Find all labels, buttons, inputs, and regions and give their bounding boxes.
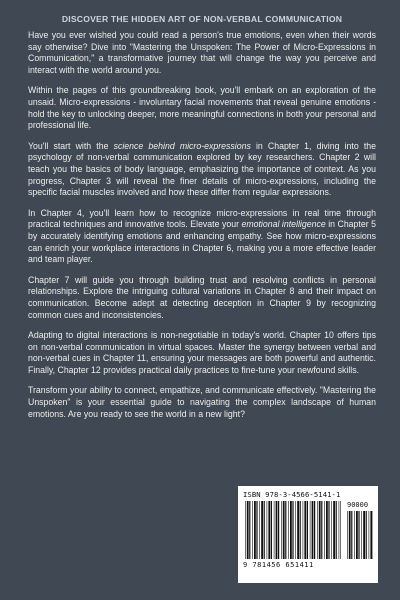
paragraph-text: You'll start with the <box>28 140 114 151</box>
ean-number: 9 781456 651411 <box>243 561 314 569</box>
paragraph-text: Transform your ability to connect, empathize, and communicate effectively. "Mastering the Unspoken" is your essential guide to navigating the complex landscape of human emotions. Are you ready to see the world in a new light? <box>28 385 376 419</box>
addon-barcode-bars <box>347 511 373 559</box>
emphasis-text: science behind micro-expressions <box>113 140 251 151</box>
paragraph-text: in Chapter 1, diving into the psychology of non-verbal communication explored by key researchers. Chapter 2 will teach you the basics of body language, emphasizing the importance of context. As you progress, Chapter 3 will reveal the finer details of micro-expressions, including the specific facial muscles involved and how these differ from regular expressions. <box>28 140 376 198</box>
cover-heading: DISCOVER THE HIDDEN ART OF NON-VERBAL COMMUNICATION <box>61 14 343 24</box>
paragraph-chapters-7-9 <box>28 275 376 322</box>
isbn-label: ISBN 978-3-4566-5141-1 <box>243 490 341 499</box>
paragraph-chapters-10-12 <box>28 330 376 377</box>
paragraph-intro <box>28 30 376 77</box>
barcode <box>243 501 373 571</box>
paragraph-closing <box>28 385 376 420</box>
addon-number: 90000 <box>347 501 369 509</box>
paragraph-text: Chapter 7 will guide you through building trust and resolving conflicts in personal relationships. Explore the intriguing cultural variations in Chapter 8 and their impact on communication. Become adept at detecting deception in Chapter 9 by recognizing common cues and inconsistencies. <box>28 274 376 320</box>
emphasis-text: emotional intelligence <box>241 219 326 230</box>
barcode-box <box>238 486 378 583</box>
paragraph-exploration <box>28 85 376 132</box>
paragraph-text: Adapting to digital interactions is non-negotiable in today's world. Chapter 10 offers tips on non-verbal communication in virtual spaces. Master the synergy between verbal and non-verbal cues in Chapter 11, ensuring your messages are both powerful and authentic. Finally, Chapter 12 provides practical daily practices to fine-tune your newfound skills. <box>28 329 376 376</box>
paragraph-chapters-1-3 <box>28 141 376 200</box>
ean-barcode-bars <box>245 501 341 559</box>
paragraph-text: In Chapter 4, you'll learn how to recognize micro-expressions in real time through practical techniques and innovative tools. Elevate your <box>28 207 376 230</box>
paragraph-text: Within the pages of this groundbreaking book, you'll embark on an exploration of the unsaid. Micro-expressions - involuntary facial movements that reveal genuine emotions - hold the key to unlocking deeper, more meaningful connections in both your personal and professional life. <box>28 85 376 131</box>
paragraph-text: Have you ever wished you could read a person's true emotions, even when their words say otherwise? Dive into "Mastering the Unspoken: The Power of Micro-Expressions in Communication," a transformative journey that will change the way you perceive and interact with the world around you. <box>28 30 376 76</box>
paragraph-text: in Chapter 5 by accurately identifying emotions and enhancing empathy. See how micro-expressions can enrich your workplace interactions in Chapter 6, making you a more effective leader and team player. <box>28 219 376 265</box>
paragraph-chapters-4-6 <box>28 208 376 267</box>
